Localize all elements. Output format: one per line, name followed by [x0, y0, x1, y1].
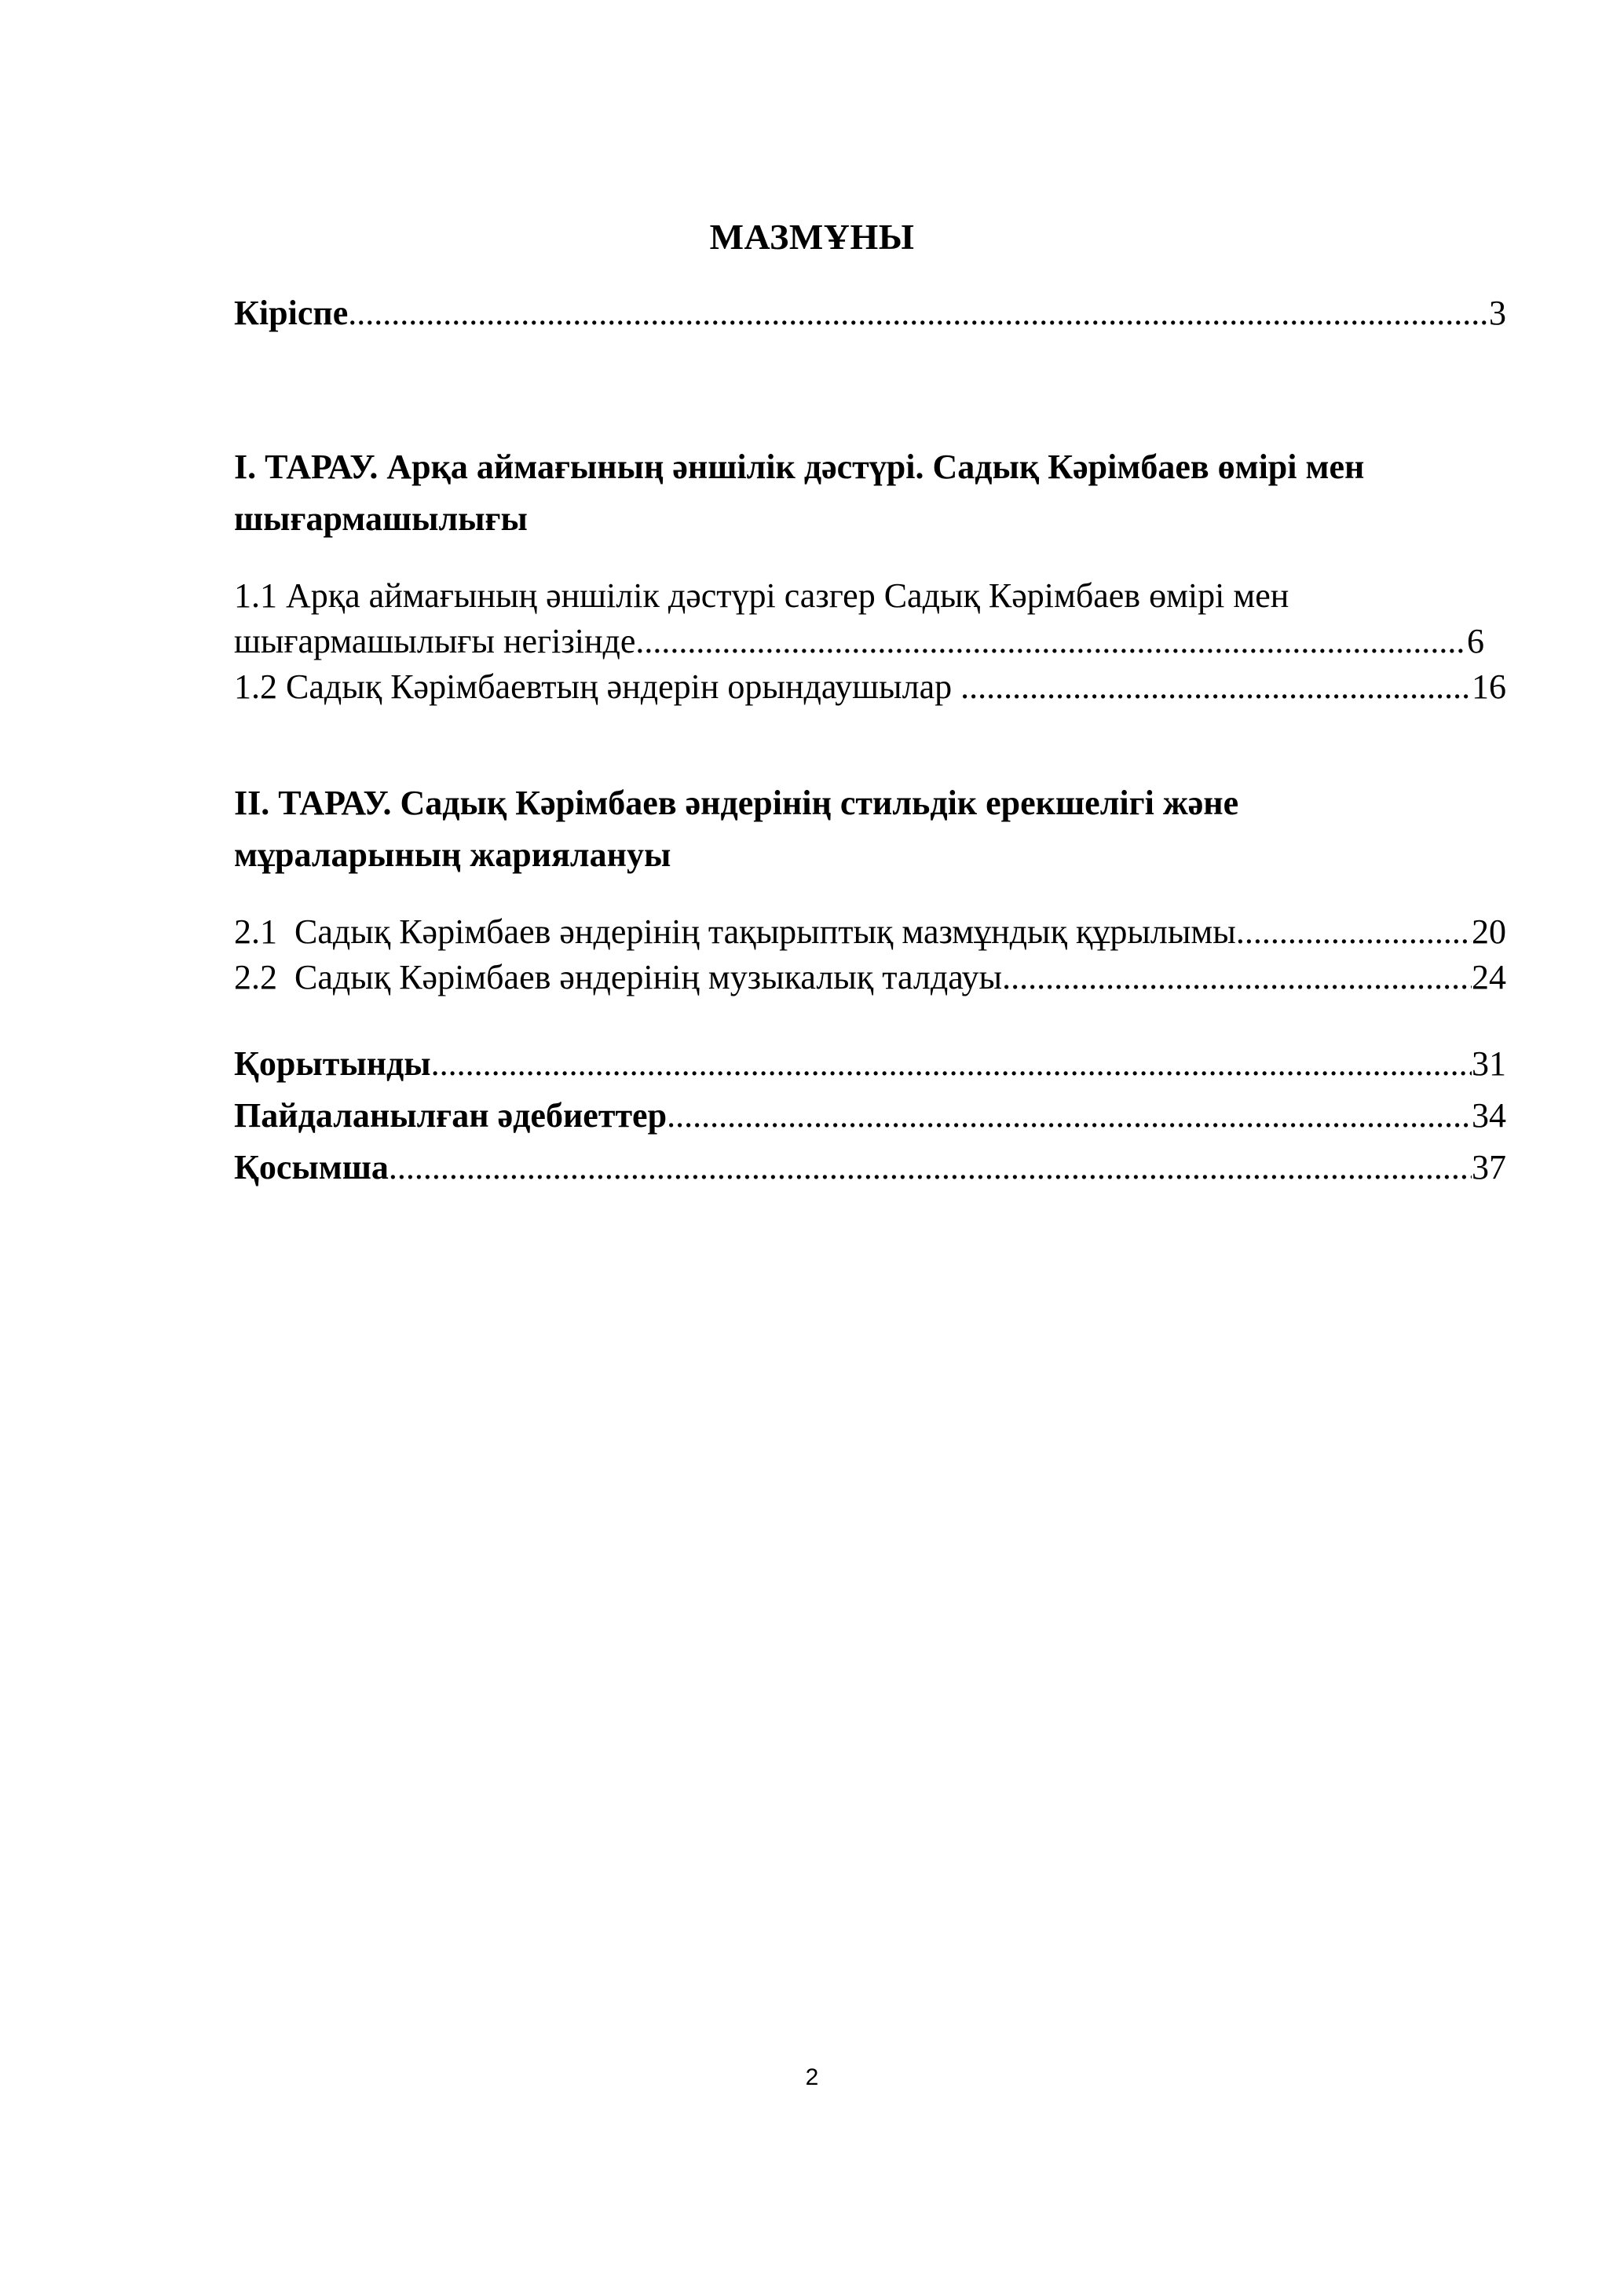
toc-entry-1-1-line-1: 1.1 Арқа аймағының әншілік дәстүрі сазгер Садық Кәрімбаев өмірі мен [234, 576, 1289, 615]
toc-entry-page: 20 [1472, 912, 1506, 951]
dot-leader [431, 1041, 1472, 1087]
toc-entry-label: Кіріспе [234, 294, 349, 332]
toc-entry-label: 2.1 Садық Кәрімбаев әндерінің тақырыптық мазмұндық құрылымы [234, 912, 1236, 951]
toc-entry-2-2 [234, 955, 1506, 1000]
toc-entry-page: 37 [1472, 1148, 1506, 1186]
toc-entry-conclusion [234, 1041, 1506, 1087]
dot-leader [667, 1093, 1472, 1139]
toc-entry-introduction [234, 291, 1506, 336]
dot-leader [1236, 909, 1472, 955]
toc-entry-label: 1.2 Садық Кәрімбаевтың әндерін орындаушылар [234, 667, 961, 706]
chapter-2-heading-line-2: мұраларының жариялануы [234, 835, 671, 874]
chapter-1-heading-line-1: І. ТАРАУ. Арқа аймағының әншілік дәстүрі. Садық Кәрімбаев өмірі мен [234, 448, 1365, 486]
toc-entry-2-1 [234, 909, 1506, 955]
chapter-2-heading-line-1: ІІ. ТАРАУ. Садық Кәрімбаев әндерінің стильдік ерекшелігі және [234, 784, 1239, 822]
chapter-1-heading [234, 441, 1522, 545]
toc-entry-1-1 [234, 619, 1484, 664]
toc-entry-page: 3 [1489, 294, 1506, 332]
toc-entry-page: 16 [1472, 667, 1506, 706]
toc-entry-label: Қосымша [234, 1148, 389, 1186]
chapter-2-heading [234, 777, 1522, 881]
toc-entry-label: шығармашылығы негізінде [234, 622, 636, 660]
toc-entry-page: 31 [1472, 1044, 1506, 1083]
toc-entry-references [234, 1093, 1506, 1139]
toc-entry-label: Қорытынды [234, 1044, 431, 1083]
dot-leader [960, 664, 1472, 710]
toc-entry-page: 34 [1472, 1096, 1506, 1135]
toc-title: МАЗМҰНЫ [709, 217, 915, 257]
toc-entry-appendix [234, 1145, 1506, 1190]
dot-leader [348, 291, 1489, 336]
dot-leader [635, 619, 1467, 664]
dot-leader [1002, 955, 1472, 1000]
page-number: 2 [805, 2064, 819, 2090]
dot-leader [389, 1145, 1472, 1190]
toc-entry-1-2 [234, 664, 1506, 710]
toc-entry-page: 6 [1467, 622, 1484, 660]
toc-entry-page: 24 [1472, 958, 1506, 996]
toc-entry-label: Пайдаланылған әдебиеттер [234, 1096, 668, 1135]
chapter-1-heading-line-2: шығармашылығы [234, 499, 528, 538]
toc-entry-label: 2.2 Садық Кәрімбаев әндерінің музыкалық талдауы [234, 958, 1003, 996]
